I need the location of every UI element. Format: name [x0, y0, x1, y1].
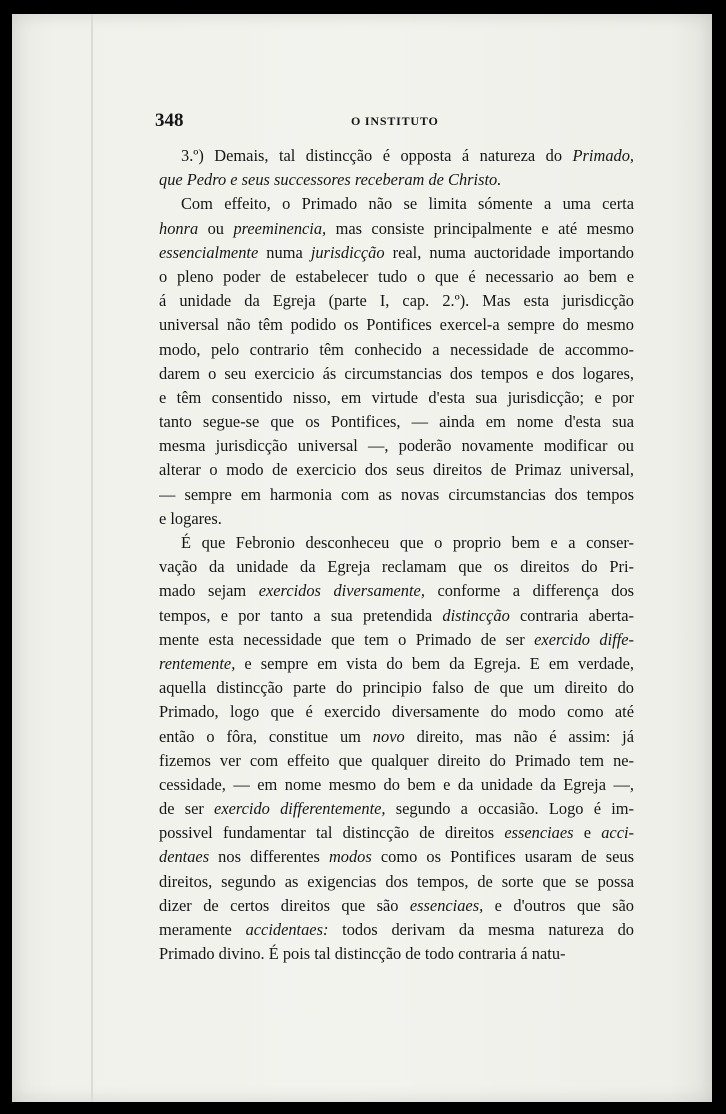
text-segment: como os Pontifices usaram de seus: [371, 847, 634, 867]
text-line: [159, 410, 634, 434]
running-head: O INSTITUTO: [351, 114, 439, 128]
text-segment: á unidade da Egreja (parte I, cap. 2.º). Mas esta jurisdicção: [159, 291, 634, 311]
text-segment: possivel fundamentar tal distincção de direitos: [159, 823, 505, 843]
text-line: [159, 821, 634, 845]
text-segment: vação da unidade da Egreja reclamam que os direitos do Pri-: [159, 557, 634, 577]
text-line: [159, 168, 634, 192]
text-line: [159, 434, 634, 458]
text-segment: e: [573, 823, 602, 843]
text-line: [159, 338, 634, 362]
italic-text-segment: honra: [159, 218, 199, 238]
text-line: [159, 942, 634, 966]
text-line: [159, 604, 634, 628]
text-segment: Primado divino. É pois tal distincção de todo contraria á natu-: [159, 944, 566, 964]
page-number: 348: [155, 110, 184, 131]
text-line: [159, 700, 634, 724]
text-line: [159, 676, 634, 700]
text-line: [159, 845, 634, 869]
italic-text-segment: exercidos diversamente,: [258, 581, 425, 601]
text-segment: mente esta necessidade que tem o Primado de ser: [159, 629, 535, 649]
text-segment: real, numa auctoridade importando: [384, 242, 634, 262]
text-line: [159, 652, 634, 676]
text-line: [159, 725, 634, 749]
text-segment: É que Febronio desconheceu que o proprio bem e a conser-: [181, 533, 634, 552]
italic-text-segment: essencialmente: [159, 242, 259, 262]
italic-text-segment: que Pedro e seus successores receberam de Christo.: [159, 170, 502, 190]
text-line: [159, 870, 634, 894]
text-line: [159, 144, 634, 168]
text-segment: e sempre em vista do bem da Egreja. E em verdade,: [235, 653, 634, 673]
text-segment: tanto segue-se que os Pontifices, — ainda em nome d'esta sua: [159, 412, 634, 432]
text-line: [159, 483, 634, 507]
italic-text-segment: preeminencia,: [233, 218, 327, 238]
text-line: [159, 579, 634, 603]
page-gutter: [91, 14, 93, 1102]
text-segment: modo, pelo contrario têm conhecido a necessidade de accommo-: [159, 339, 634, 359]
italic-text-segment: essenciaes,: [409, 895, 484, 915]
text-line: [159, 918, 634, 942]
text-line: [159, 192, 634, 216]
text-segment: todos derivam da mesma natureza do: [328, 920, 634, 939]
text-line: [159, 628, 634, 652]
italic-text-segment: acci-: [601, 823, 634, 843]
italic-text-segment: modos: [328, 847, 372, 867]
text-segment: direitos, segundo as exigencias dos tempos, de sorte que se possa: [159, 871, 634, 891]
text-line: [159, 313, 634, 337]
text-segment: o pleno poder de estabelecer tudo o que é necessario ao bem e: [159, 266, 634, 286]
text-segment: nos differentes: [209, 847, 329, 867]
text-segment: numa: [258, 242, 311, 262]
text-line: [159, 749, 634, 773]
text-segment: fizemos ver com effeito que qualquer direito do Primado tem ne-: [159, 750, 634, 770]
text-segment: tempos, e por tanto a sua pretendida: [159, 605, 443, 625]
text-line: [159, 894, 634, 918]
text-segment: universal não têm podido os Pontifices exercel-a sempre do mesmo: [159, 315, 634, 335]
text-segment: cessidade, — em nome mesmo do bem e da unidade da Egreja —,: [159, 774, 634, 794]
text-segment: mesma jurisdicção universal —, poderão novamente modificar ou: [159, 436, 634, 456]
page-header: [155, 110, 633, 134]
text-segment: e têm consentido nisso, em virtude d'esta sua jurisdicção; e por: [159, 387, 634, 407]
italic-text-segment: rentemente,: [159, 653, 236, 673]
text-segment: direito, mas não é assim: já: [404, 726, 634, 746]
text-line: [159, 797, 634, 821]
text-line: [159, 555, 634, 579]
italic-text-segment: exercido differentemente,: [214, 799, 386, 819]
text-segment: meramente: [159, 920, 246, 939]
text-segment: então o fôra, constitue um: [159, 726, 373, 746]
italic-text-segment: dentaes: [159, 847, 210, 867]
text-segment: mado sejam: [159, 581, 259, 601]
italic-text-segment: exercido diffe-: [534, 629, 634, 649]
text-line: [159, 507, 634, 531]
text-segment: contraria aberta-: [509, 605, 634, 625]
text-segment: darem o seu exercicio ás circumstancias dos tempos e dos logares,: [159, 363, 634, 383]
text-segment: e logares.: [159, 508, 222, 528]
text-segment: alterar o modo de exercicio dos seus direitos de Primaz universal,: [159, 460, 634, 480]
text-line: [159, 217, 634, 241]
text-line: [159, 241, 634, 265]
italic-text-segment: jurisdicção: [310, 242, 385, 262]
text-segment: Com effeito, o Primado não se limita sómente a uma certa: [181, 194, 634, 214]
italic-text-segment: distincção: [442, 605, 510, 625]
text-segment: aquella distincção parte do principio falso de que um direito do: [159, 678, 634, 698]
italic-text-segment: novo: [372, 726, 405, 746]
text-segment: — sempre em harmonia com as novas circumstancias dos tempos: [159, 484, 634, 504]
text-segment: ou: [198, 218, 234, 238]
text-segment: mas consiste principalmente e até mesmo: [326, 218, 634, 238]
italic-text-segment: essenciaes: [504, 823, 574, 843]
italic-text-segment: Primado,: [572, 146, 634, 165]
text-segment: de ser: [159, 799, 215, 819]
text-line: [159, 265, 634, 289]
italic-text-segment: accidentaes:: [245, 920, 329, 939]
text-line: [159, 362, 634, 386]
text-segment: dizer de certos direitos que são: [159, 895, 410, 915]
text-segment: conforme a differença dos: [424, 581, 634, 601]
text-segment: 3.º) Demais, tal distincção é opposta á natureza do: [181, 146, 573, 165]
book-page: [12, 14, 712, 1102]
text-line: [159, 289, 634, 313]
text-segment: Primado, logo que é exercido diversamente do modo como até: [159, 702, 634, 722]
body-text: [159, 144, 634, 966]
text-line: [159, 386, 634, 410]
text-line: [159, 773, 634, 797]
text-segment: segundo a occasião. Logo é im-: [385, 799, 634, 819]
text-segment: e d'outros que são: [483, 895, 634, 915]
text-line: [159, 531, 634, 555]
text-line: [159, 458, 634, 482]
